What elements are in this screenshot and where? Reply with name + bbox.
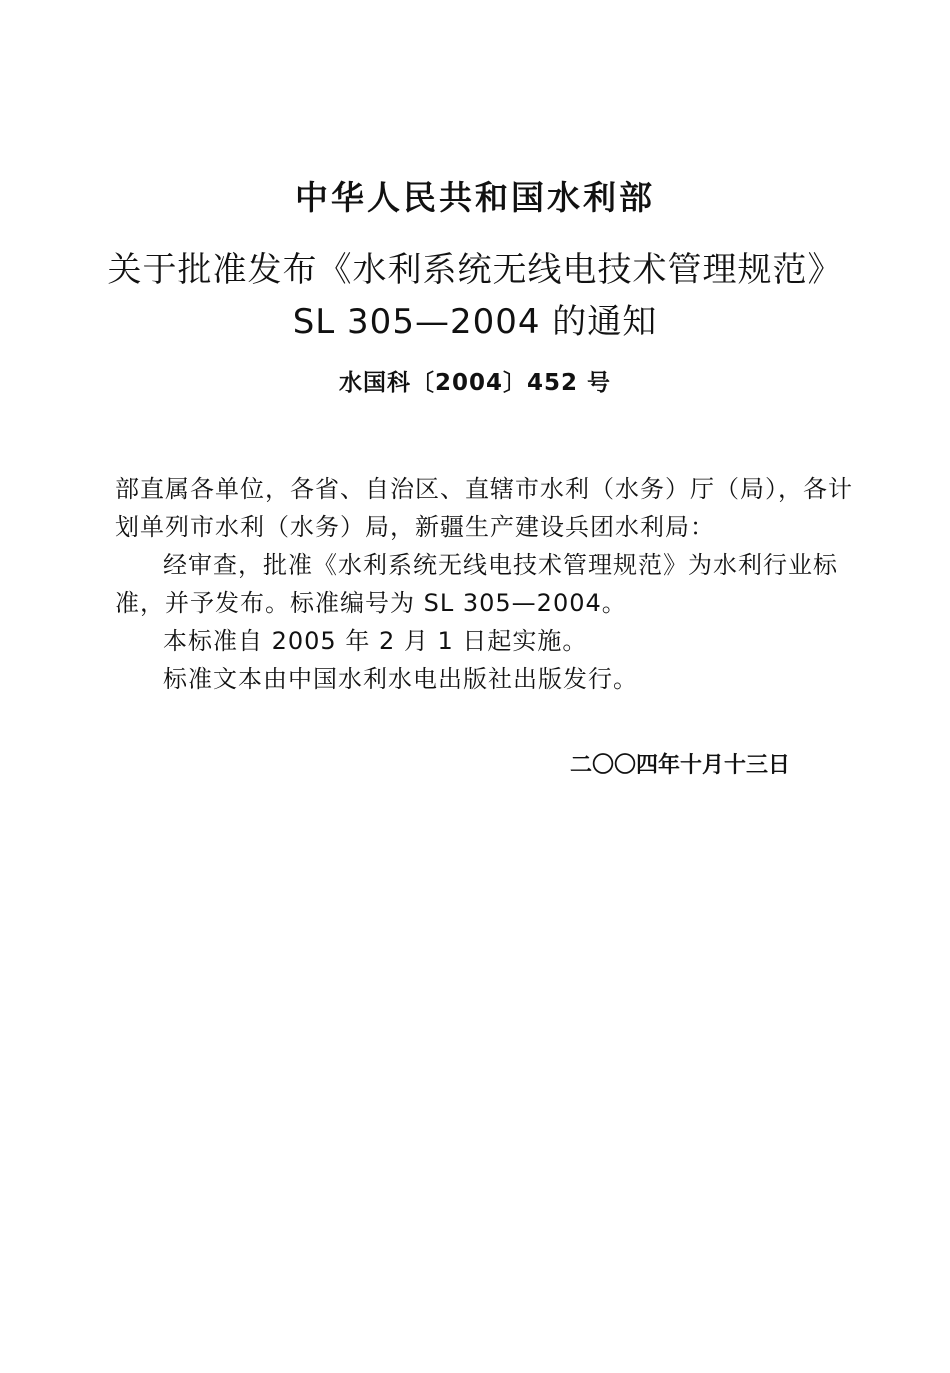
effective-date-paragraph: 本标准自 2005 年 2 月 1 日起实施。 [163,627,588,655]
publication-paragraph: 标准文本由中国水利水电出版社出版发行。 [163,665,638,693]
notice-body [115,470,855,698]
notice-title [0,244,950,348]
issuer-heading: 中华人民共和国水利部 [295,178,655,217]
document-number: 水国科〔2004〕452 号 [338,370,612,396]
signature-date: 二〇〇四年十月十三日 [570,753,791,778]
notice-title-line-2: SL 305—2004 的通知 [292,302,658,342]
notice-title-line-1: 关于批准发布《水利系统无线电技术管理规范》 [107,250,843,290]
addressee-paragraph: 部直属各单位，各省、自治区、直辖市水利（水务）厅（局），各计划单列市水利（水务）局，新疆生产建设兵团水利局： [115,475,853,541]
approval-paragraph: 经审查，批准《水利系统无线电技术管理规范》为水利行业标准，并予发布。标准编号为 SL 305—2004。 [115,551,838,617]
